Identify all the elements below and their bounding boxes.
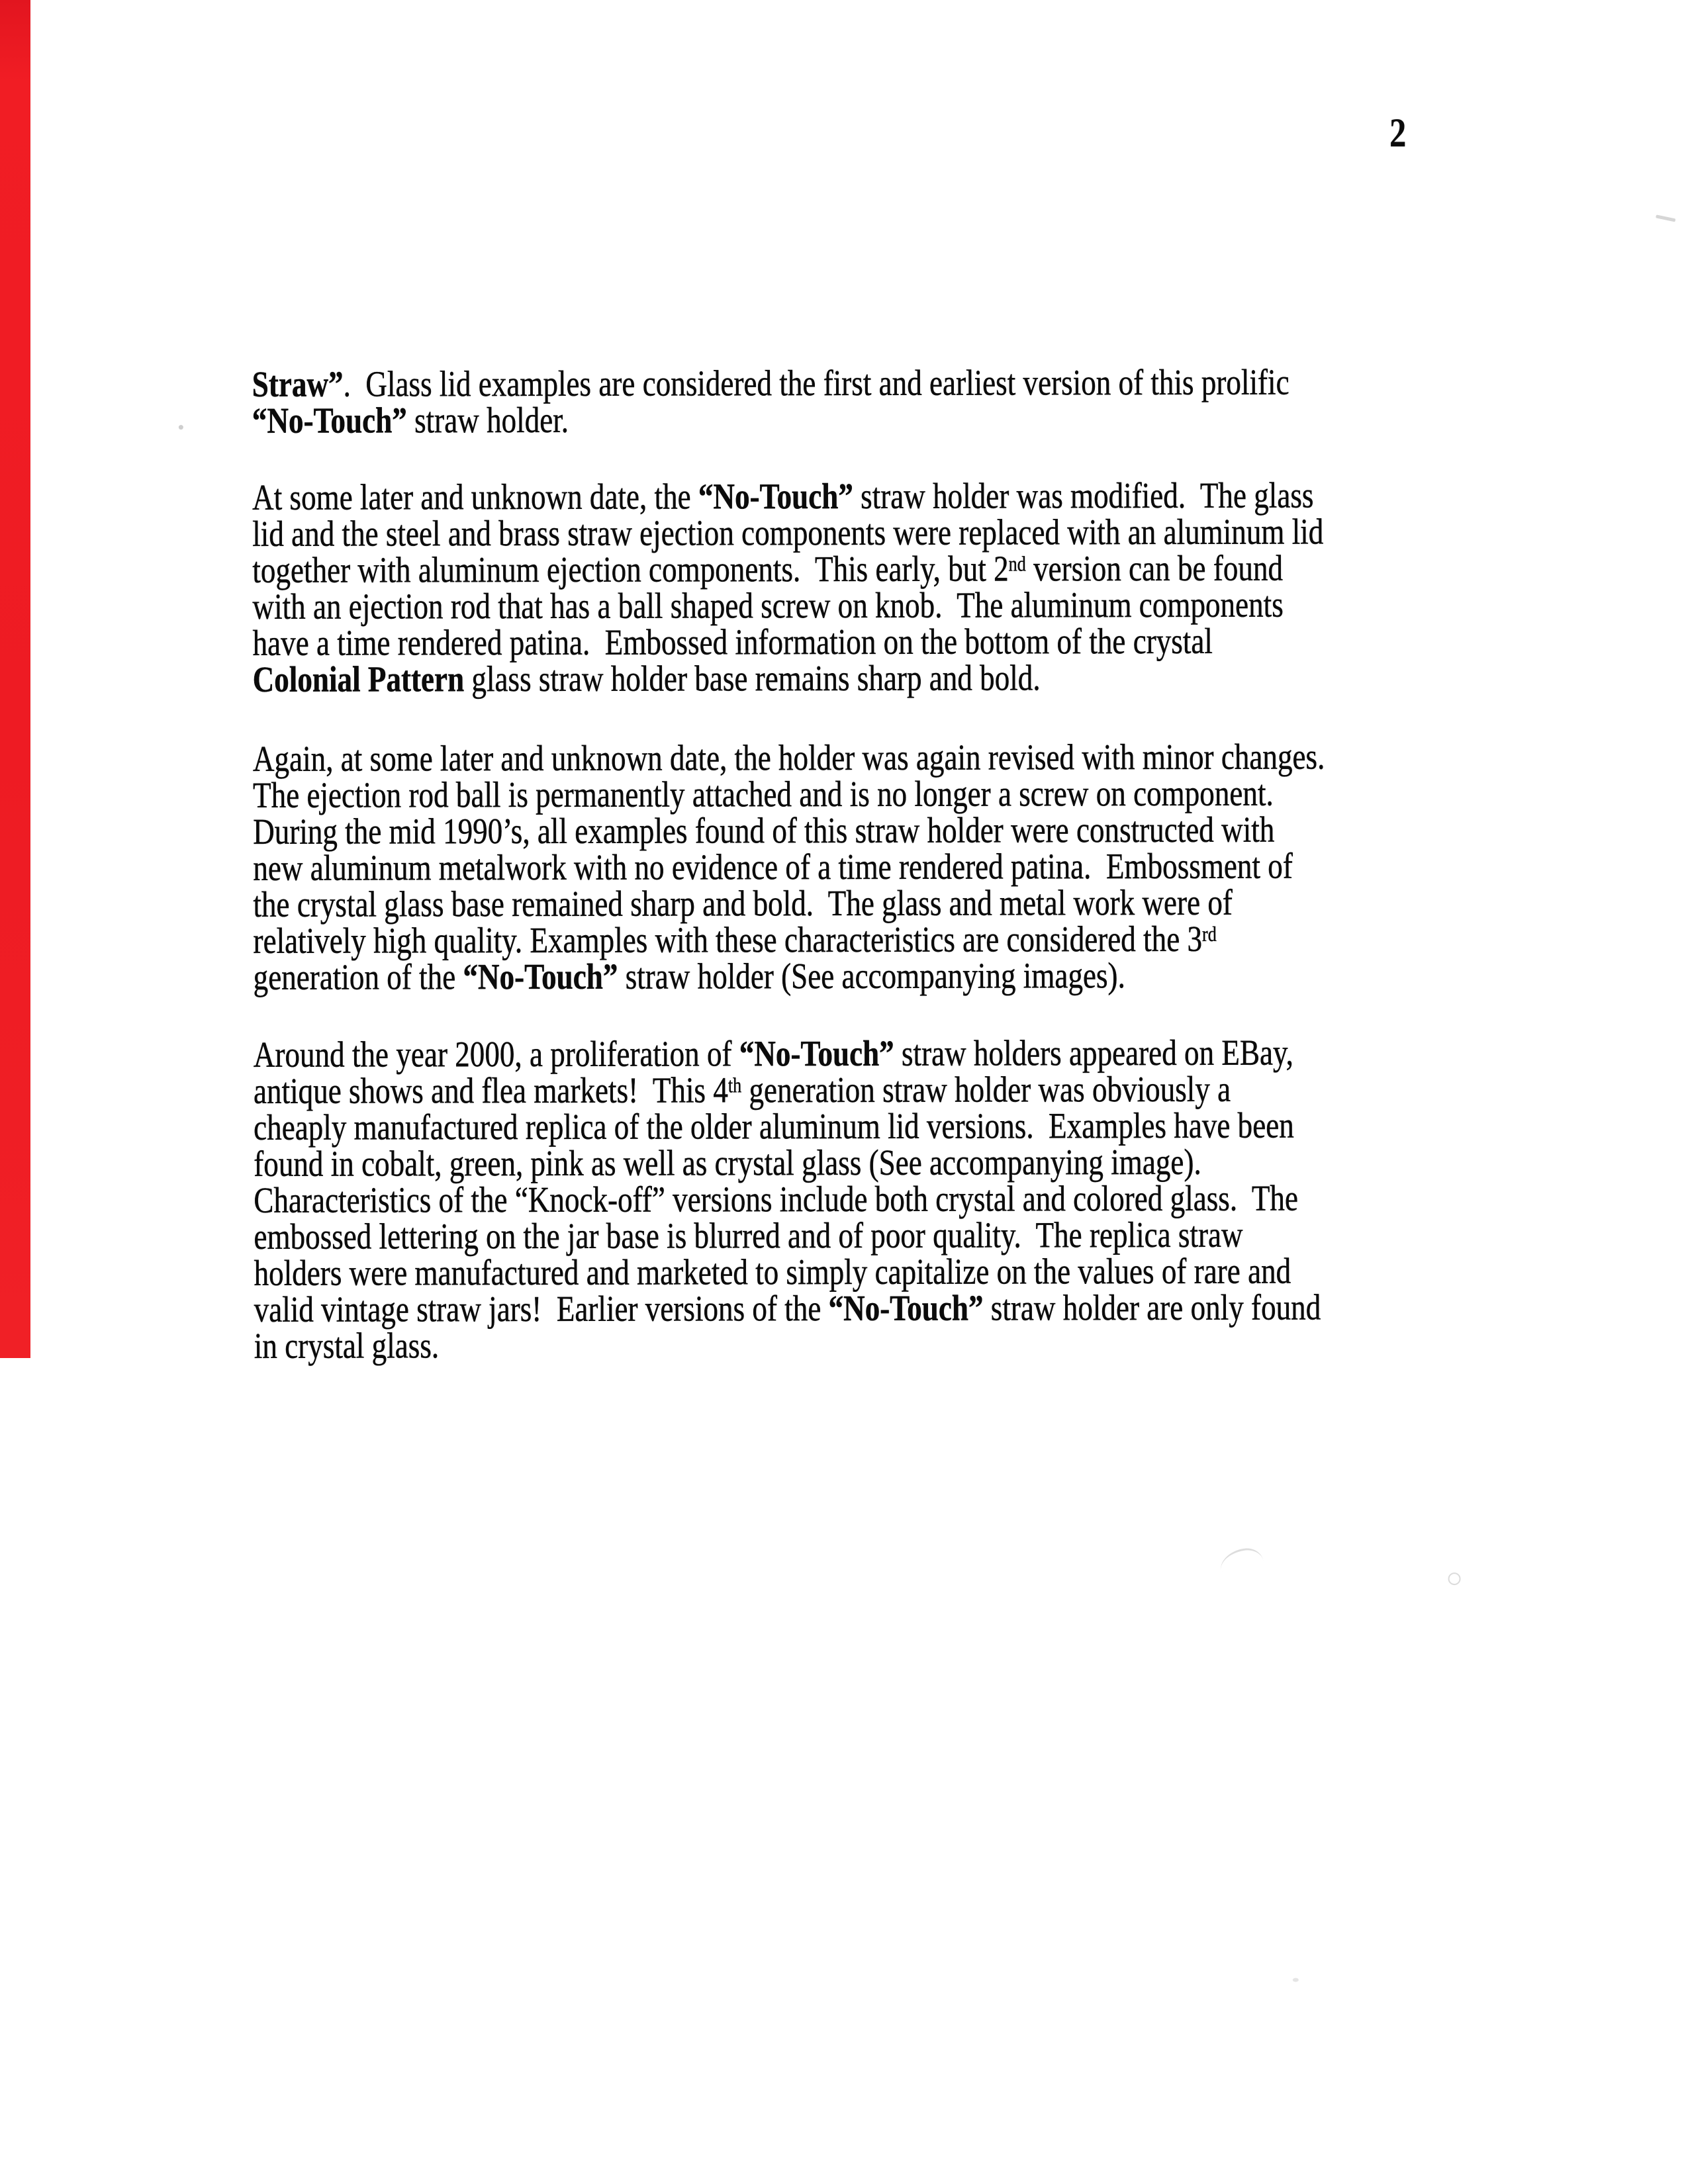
text-run: straw holder was modified. The glass	[853, 475, 1314, 516]
superscript-ordinal: th	[727, 1073, 742, 1097]
text-run: straw holder.	[406, 399, 569, 441]
text-run: antique shows and flea markets! This 4	[253, 1069, 728, 1111]
right-edge-dash-speck	[1656, 214, 1675, 222]
text-line	[254, 1034, 1393, 1073]
bold-text-run: “No-Touch”	[463, 956, 618, 997]
text-run: straw holders appeared on EBay,	[894, 1032, 1293, 1073]
bold-text-run: Straw”	[252, 363, 344, 404]
text-run: valid vintage straw jars! Earlier versions of the	[254, 1288, 829, 1330]
document-body	[252, 363, 1394, 1364]
squiggle-smudge	[1218, 1546, 1264, 1572]
text-run: generation straw holder was obviously a	[741, 1068, 1231, 1111]
text-run: found in cobalt, green, pink as well as crystal glass (See accompanying image).	[254, 1141, 1201, 1184]
text-line	[253, 774, 1393, 813]
text-line	[252, 400, 1392, 439]
text-run: cheaply manufactured replica of the older aluminum lid versions. Examples have been	[254, 1105, 1294, 1148]
text-run: The ejection rod ball is permanently attached and is no longer a screw on component.	[252, 772, 1274, 815]
text-line	[254, 1216, 1393, 1255]
text-run: Again, at some later and unknown date, the holder was again revised with minor changes.	[252, 736, 1325, 779]
text-line	[254, 1143, 1393, 1182]
text-line	[252, 363, 1392, 402]
ring-speck	[1448, 1572, 1461, 1585]
page-number: 2	[1389, 111, 1407, 156]
text-run: together with aluminum ejection components. This early, but 2	[252, 548, 1009, 590]
text-line	[252, 477, 1392, 516]
superscript-ordinal: rd	[1201, 923, 1217, 946]
text-line	[254, 1107, 1393, 1146]
text-line	[254, 1252, 1394, 1291]
superscript-ordinal: nd	[1008, 552, 1026, 576]
text-run: have a time rendered patina. Embossed information on the bottom of the crystal	[252, 620, 1213, 663]
text-run: generation of the	[253, 956, 463, 997]
text-line	[252, 549, 1392, 588]
text-line	[254, 1070, 1393, 1109]
text-run: new aluminum metalwork with no evidence of a time rendered patina. Embossment of	[253, 845, 1293, 888]
paragraph	[253, 738, 1393, 995]
text-run: embossed lettering on the jar base is blurred and of poor quality. The replica straw	[254, 1214, 1243, 1257]
text-line	[253, 738, 1393, 777]
text-run: Characteristics of the “Knock-off” versions include both crystal and colored glass. The	[254, 1177, 1299, 1220]
bold-text-run: “No-Touch”	[739, 1032, 894, 1074]
text-line	[252, 586, 1392, 625]
text-run: . Glass lid examples are considered the first and earliest version of this prolific	[343, 361, 1289, 404]
text-line	[253, 811, 1393, 850]
text-line	[253, 659, 1393, 698]
text-line	[254, 1179, 1393, 1218]
bold-text-run: “No-Touch”	[698, 475, 853, 517]
text-line	[253, 622, 1393, 661]
text-run: holders were manufactured and marketed to simply capitalize on the values of rare and	[254, 1250, 1291, 1293]
text-run: relatively high quality. Examples with these characteristics are considered the 3	[253, 918, 1203, 961]
text-line	[253, 884, 1393, 923]
text-run: the crystal glass base remained sharp and bold. The glass and metal work were of	[253, 882, 1233, 925]
text-run: straw holder (See accompanying images).	[618, 955, 1125, 997]
text-run: straw holder are only found	[983, 1287, 1321, 1328]
text-run: version can be found	[1025, 547, 1284, 589]
text-line	[254, 956, 1393, 995]
paragraph	[254, 1034, 1394, 1364]
lower-page-faint-speck	[1293, 1978, 1299, 1982]
left-margin-dot-speck	[179, 425, 183, 430]
text-run: in crystal glass.	[254, 1325, 440, 1366]
text-line	[253, 920, 1393, 959]
text-run: Around the year 2000, a proliferation of	[253, 1033, 739, 1075]
text-run: At some later and unknown date, the	[252, 476, 699, 518]
text-line	[254, 1325, 1394, 1364]
text-run: During the mid 1990’s, all examples found of this straw holder were constructed with	[253, 809, 1275, 852]
text-line	[252, 513, 1392, 552]
text-line	[254, 1289, 1394, 1328]
text-run: with an ejection rod that has a ball shaped screw on knob. The aluminum components	[252, 584, 1284, 627]
bold-text-run: Colonial Pattern	[252, 659, 465, 700]
text-run: lid and the steel and brass straw ejection components were replaced with an aluminum lid	[252, 511, 1324, 554]
text-run: glass straw holder base remains sharp and bold.	[464, 657, 1041, 700]
bold-text-run: “No-Touch”	[252, 400, 407, 441]
text-line	[253, 847, 1393, 886]
scan-speck-layer	[0, 0, 1686, 2]
paragraph	[252, 363, 1392, 439]
paragraph	[252, 477, 1393, 698]
bold-text-run: “No-Touch”	[828, 1287, 984, 1329]
